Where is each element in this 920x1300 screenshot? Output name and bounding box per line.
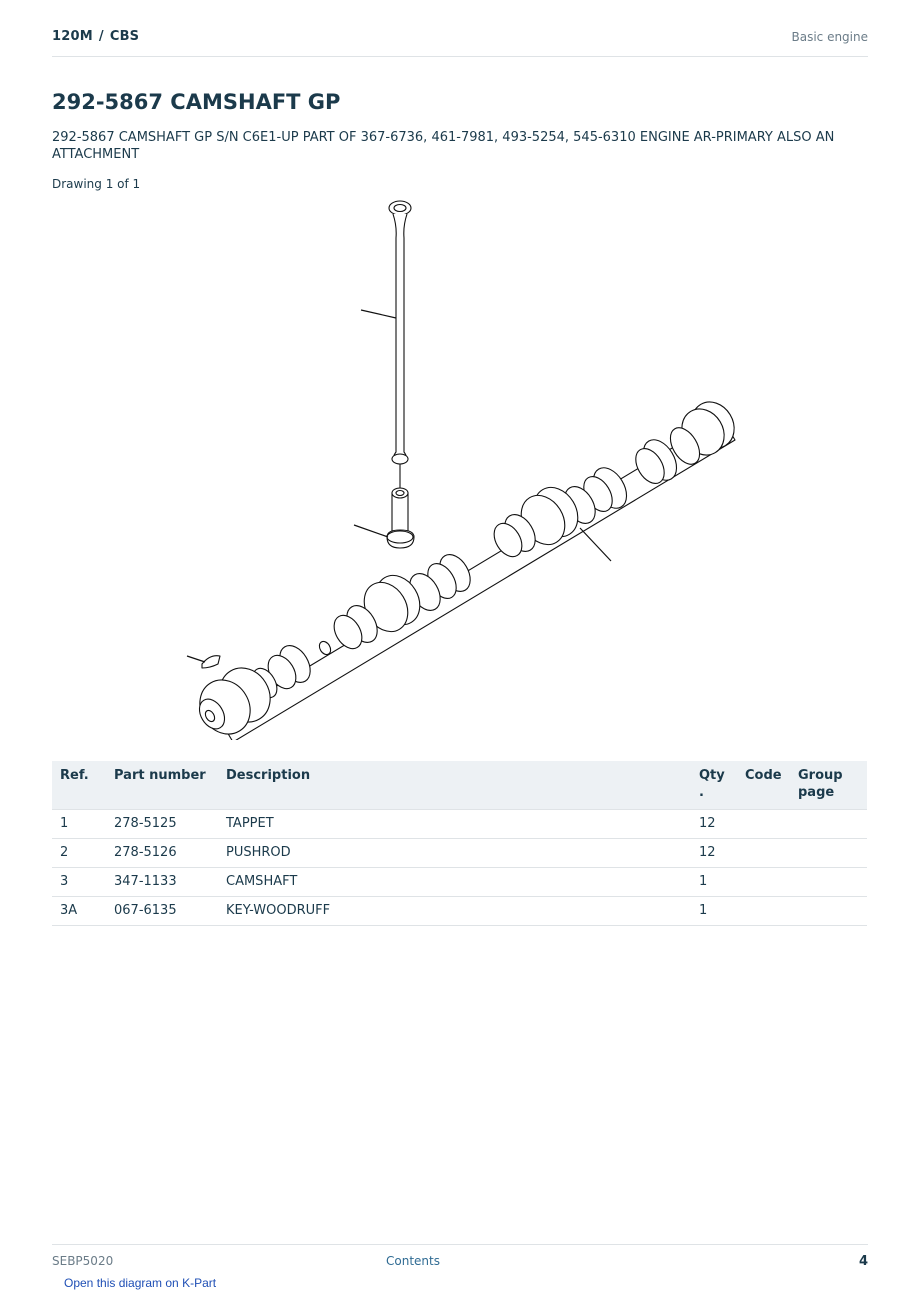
cell-qty: 1 [691,868,737,897]
column-header-qty: Qty . [691,761,737,810]
callout-line-key [187,656,205,662]
cell-code [737,868,790,897]
cell-qty: 12 [691,839,737,868]
cell-part-number: 278-5125 [106,810,218,839]
page-header [52,0,868,57]
column-header-ref: Ref. [52,761,106,810]
callout-line-pushrod [361,310,396,318]
camshaft-drawing [190,394,742,740]
breadcrumb-separator: / [98,29,104,44]
cell-code [737,897,790,926]
breadcrumb-model: 120M [52,29,93,44]
table-row [52,810,867,839]
cell-group-page [790,868,867,897]
callout-line-tappet [354,525,388,537]
cell-part-number: 067-6135 [106,897,218,926]
cell-part-number: 347-1133 [106,868,218,897]
breadcrumb-code: CBS [109,29,140,44]
table-row [52,868,867,897]
table-header-row [52,761,867,810]
section-label: Basic engine [791,30,868,44]
cell-qty: 1 [691,897,737,926]
contents-link[interactable]: Contents [386,1254,440,1268]
cell-description: PUSHROD [218,839,691,868]
cell-group-page [790,839,867,868]
page-subtitle: 292-5867 CAMSHAFT GP S/N C6E1-UP PART OF 367-6736, 461-7981, 493-5254, 545-6310 ENGINE AR-PRIMARY ALSO AN ATTACHMENT [52,130,835,162]
table-row [52,839,867,868]
cell-ref: 3 [52,868,106,897]
cell-code [737,810,790,839]
cell-part-number: 278-5126 [106,839,218,868]
breadcrumb [52,29,139,44]
cell-ref: 2 [52,839,106,868]
cell-qty: 12 [691,810,737,839]
page-number: 4 [858,1254,868,1269]
tappet-drawing [387,488,414,548]
drawing-label: Drawing 1 of 1 [52,177,141,191]
document-id: SEBP5020 [52,1254,114,1268]
cell-ref: 1 [52,810,106,839]
parts-table [52,761,867,926]
cell-group-page [790,897,867,926]
cell-description: KEY-WOODRUFF [218,897,691,926]
camshaft-group-drawing [150,195,770,740]
page-footer [52,1244,868,1275]
column-header-code: Code [737,761,790,810]
column-header-part-number: Part number [106,761,218,810]
column-header-description: Description [218,761,691,810]
cell-ref: 3A [52,897,106,926]
cell-code [737,839,790,868]
cell-description: TAPPET [218,810,691,839]
pushrod-drawing [389,201,411,488]
column-header-group-page: Group page [790,761,867,810]
page-title: 292-5867 CAMSHAFT GP [52,90,341,114]
table-row [52,897,867,926]
open-in-kpart-link[interactable]: Open this diagram on K-Part [64,1276,217,1290]
cell-group-page [790,810,867,839]
cell-description: CAMSHAFT [218,868,691,897]
callout-line-camshaft [580,528,611,561]
